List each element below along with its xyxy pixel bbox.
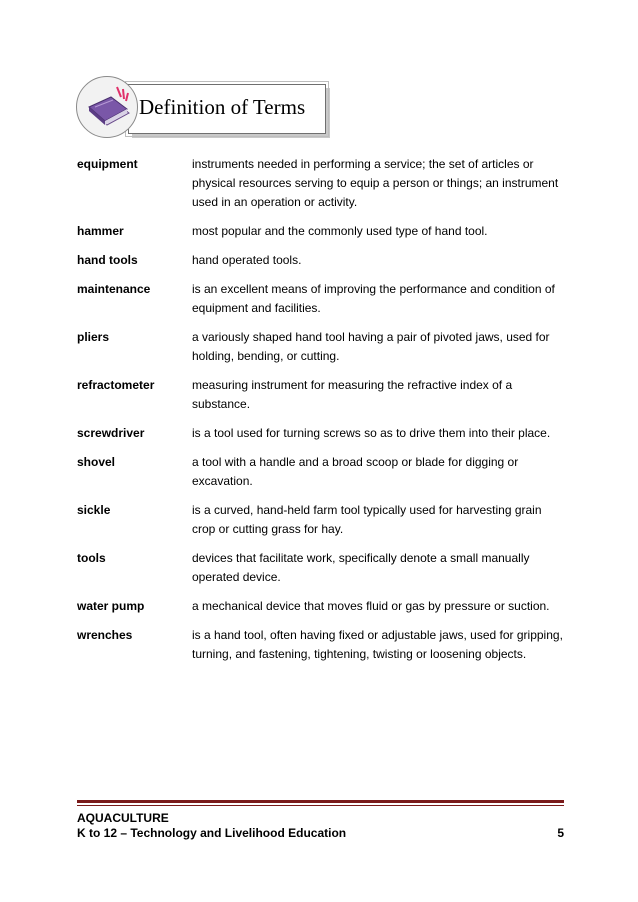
term-label: water pump xyxy=(77,599,145,613)
section-header xyxy=(76,76,336,144)
term-row xyxy=(77,251,567,270)
term-label: tools xyxy=(77,551,106,565)
term-definition: is a tool used for turning screws so as to drive them into their place. xyxy=(192,426,551,440)
footer-course: K to 12 – Technology and Livelihood Education xyxy=(77,826,347,840)
term-label: sickle xyxy=(77,503,111,517)
term-definition: most popular and the commonly used type of hand tool. xyxy=(192,224,488,238)
footer-subject: AQUACULTURE xyxy=(77,811,169,825)
term-definition: is a curved, hand-held farm tool typically used for harvesting grain crop or cutting grass for hay. xyxy=(192,503,542,536)
term-label: pliers xyxy=(77,330,110,344)
term-label: screwdriver xyxy=(77,426,145,440)
term-definition: devices that facilitate work, specifically denote a small manually operated device. xyxy=(192,551,530,584)
term-row xyxy=(77,453,567,491)
term-row xyxy=(77,155,567,212)
term-label: shovel xyxy=(77,455,116,469)
term-definition: a tool with a handle and a broad scoop or blade for digging or excavation. xyxy=(192,455,519,488)
term-row xyxy=(77,549,567,587)
title-banner xyxy=(128,84,326,134)
footer-rule xyxy=(77,800,564,803)
term-label: hammer xyxy=(77,224,124,238)
term-row xyxy=(77,597,567,616)
footer-line-2 xyxy=(77,826,564,841)
term-definition: hand operated tools. xyxy=(192,253,302,267)
term-label: hand tools xyxy=(77,253,138,267)
term-row xyxy=(77,280,567,318)
term-definition: is an excellent means of improving the performance and condition of equipment and facilities. xyxy=(192,282,555,315)
term-definition: instruments needed in performing a service; the set of articles or physical resources serving to equip a person or things; an instrument used in an operation or activity. xyxy=(192,157,559,209)
book-icon xyxy=(76,76,138,138)
page-footer xyxy=(77,800,564,841)
term-label: maintenance xyxy=(77,282,151,296)
term-definition: a mechanical device that moves fluid or gas by pressure or suction. xyxy=(192,599,550,613)
term-label: refractometer xyxy=(77,378,155,392)
term-row xyxy=(77,626,567,664)
definition-list xyxy=(77,155,567,674)
footer-line-1 xyxy=(77,811,564,826)
term-definition: a variously shaped hand tool having a pair of pivoted jaws, used for holding, bending, or cutting. xyxy=(192,330,550,363)
term-label: wrenches xyxy=(77,628,133,642)
term-row xyxy=(77,222,567,241)
page-title: Definition of Terms xyxy=(139,95,306,119)
term-definition: measuring instrument for measuring the refractive index of a substance. xyxy=(192,378,513,411)
term-label: equipment xyxy=(77,157,138,171)
term-definition: is a hand tool, often having fixed or adjustable jaws, used for gripping, turning, and fastening, tightening, twisting or loosening objects. xyxy=(192,628,563,661)
term-row xyxy=(77,424,567,443)
term-row xyxy=(77,376,567,414)
term-row xyxy=(77,328,567,366)
page-number: 5 xyxy=(557,826,564,840)
footer-rule-thin xyxy=(77,805,564,806)
term-row xyxy=(77,501,567,539)
